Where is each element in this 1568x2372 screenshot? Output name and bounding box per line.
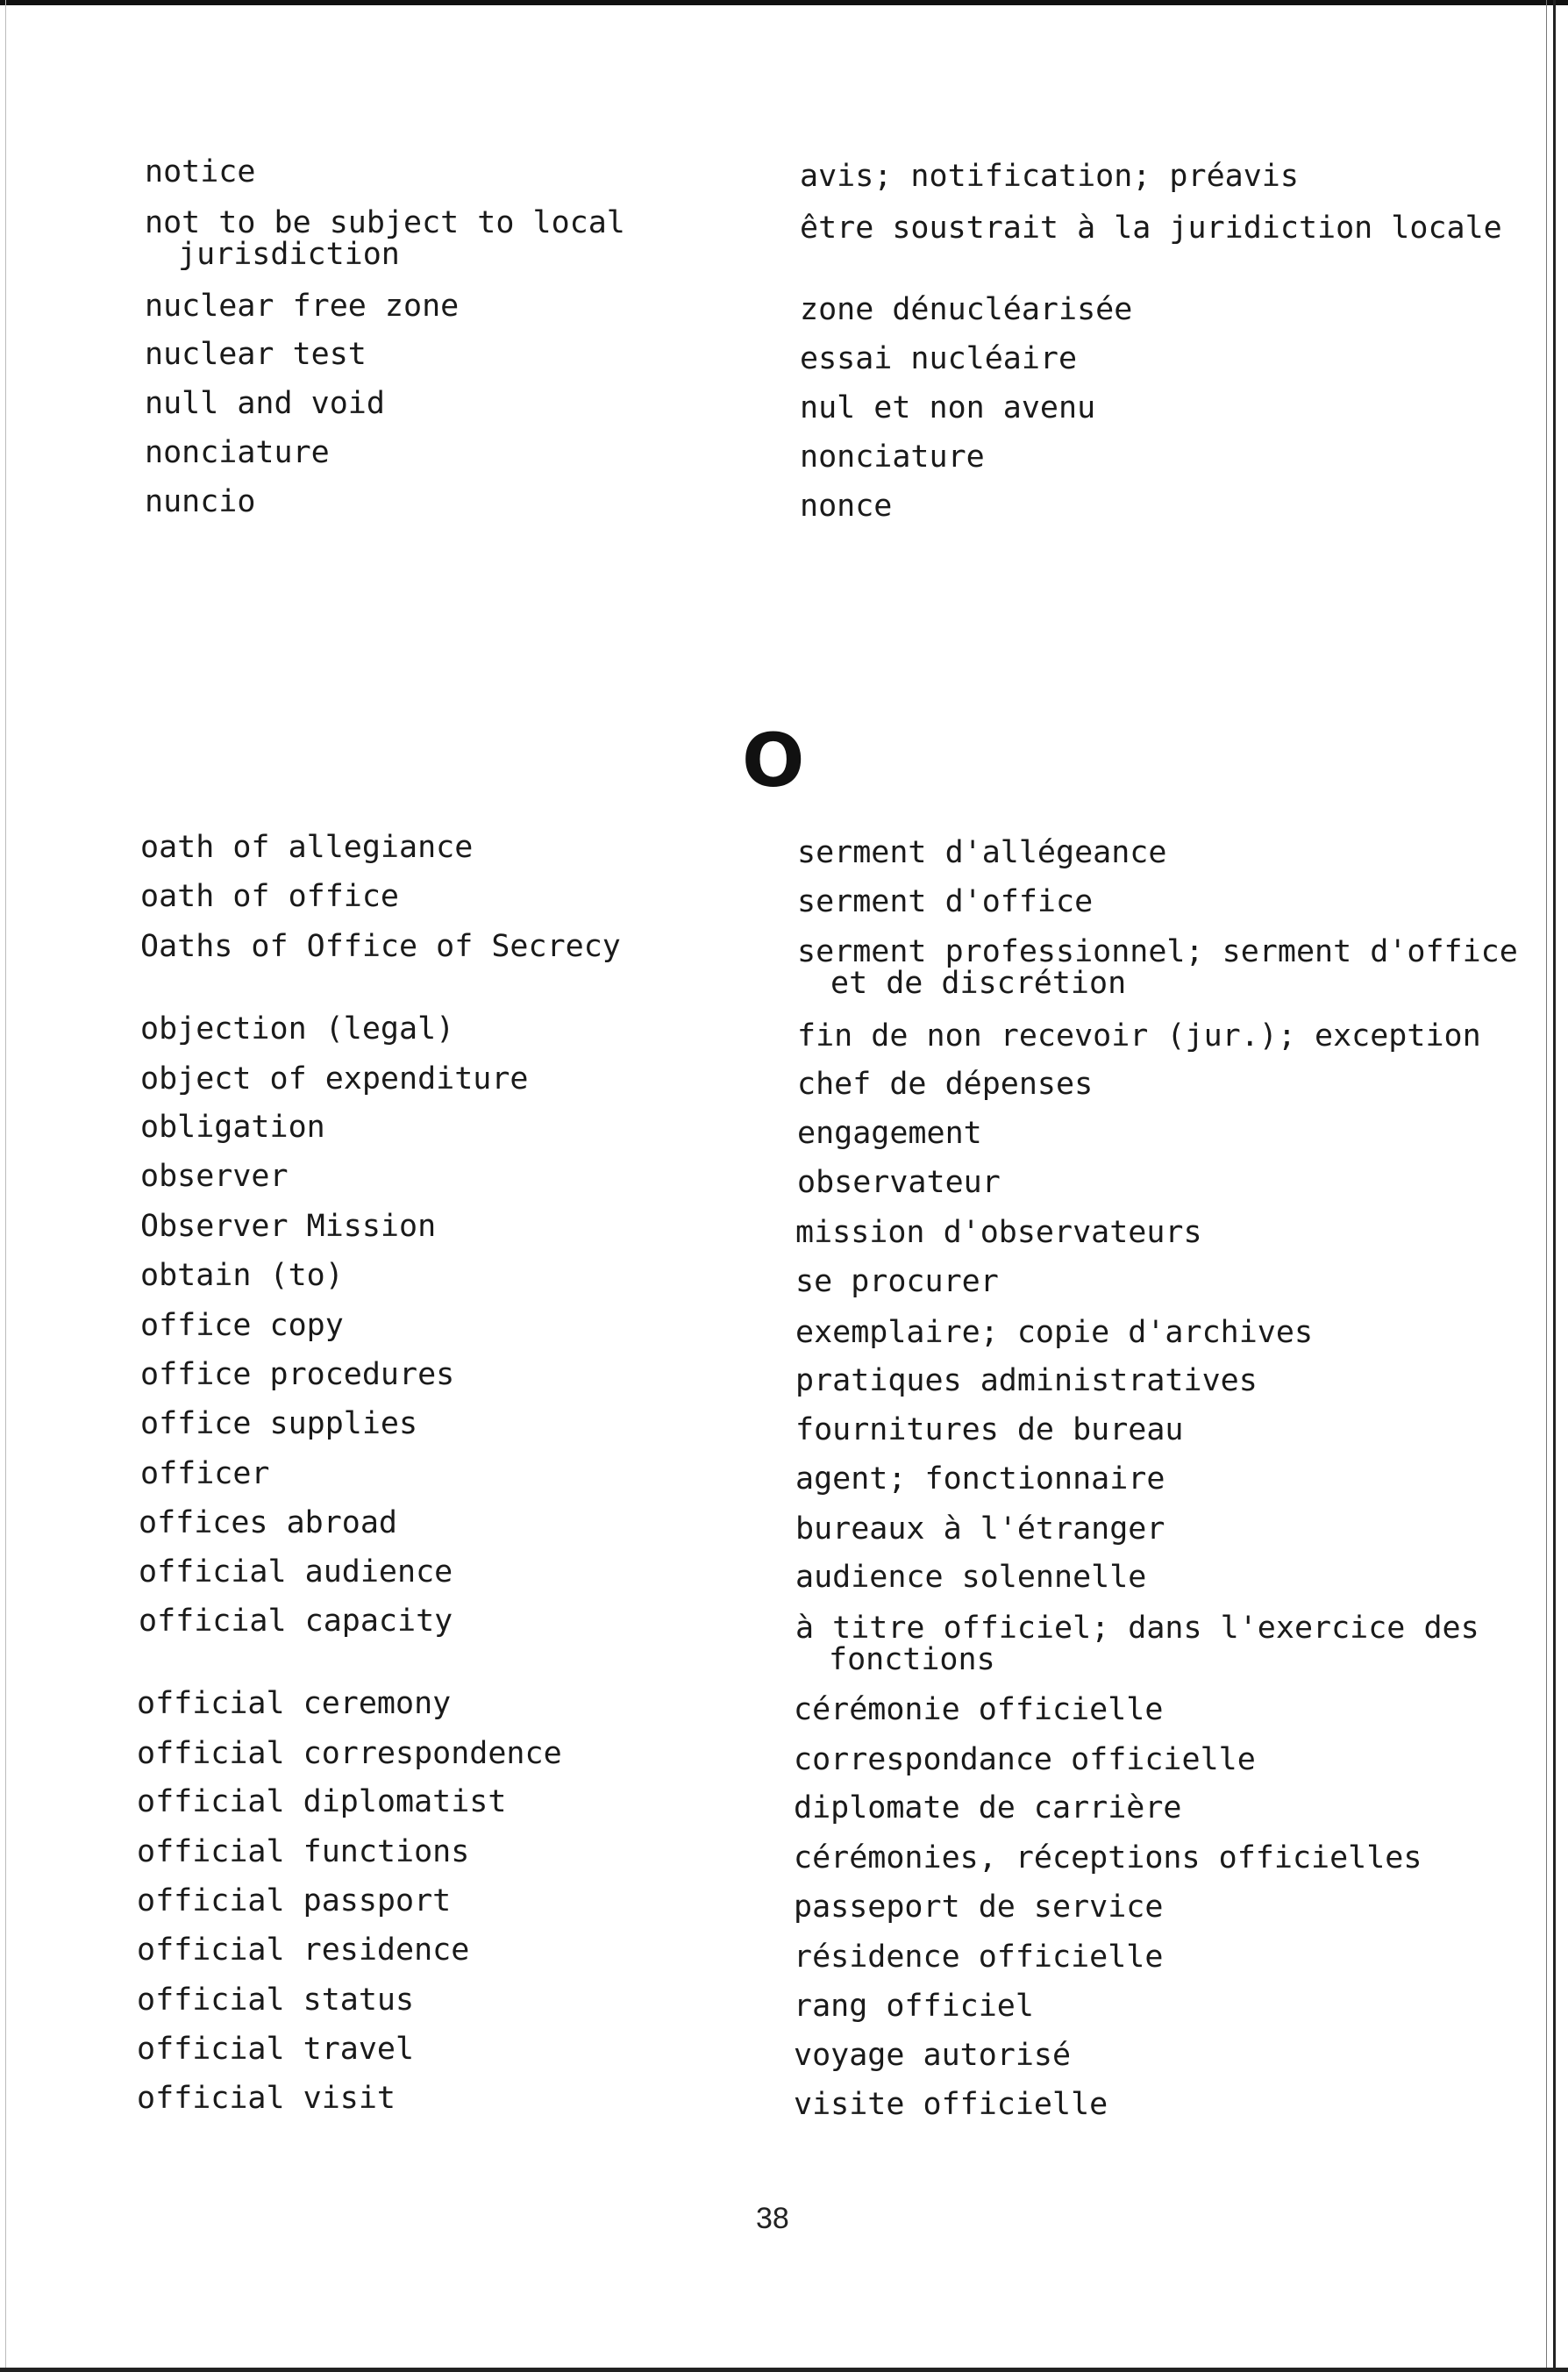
term-fr-continuation: fonctions [829,1642,995,1677]
term-en: official correspondence [137,1736,562,1771]
term-en: officer [140,1456,270,1491]
term-fr: agent; fonctionnaire [795,1461,1165,1497]
term-en: official visit [137,2081,396,2116]
term-fr: nul et non avenu [800,390,1096,425]
term-en: obligation [140,1110,325,1145]
term-en: oath of allegiance [140,830,474,865]
term-en: nonciature [145,435,330,470]
term-fr: exemplaire; copie d'archives [795,1315,1314,1350]
term-en: oath of office [140,879,400,914]
term-fr: audience solennelle [795,1560,1147,1595]
term-fr: essai nucléaire [800,341,1078,376]
section-letter-heading: O [742,718,805,804]
term-en: official passport [137,1883,452,1918]
term-fr: nonce [800,489,893,524]
term-en: object of expenditure [140,1061,529,1097]
term-en: official ceremony [137,1686,452,1721]
term-en: Observer Mission [140,1209,437,1244]
term-fr: correspondance officielle [794,1742,1256,1777]
term-en: official residence [137,1933,470,1968]
term-en: observer [140,1159,289,1194]
term-en: nuclear test [145,337,367,372]
term-fr: observateur [797,1165,1001,1200]
term-en: Oaths of Office of Secrecy [140,929,621,964]
term-en: official status [137,1983,415,2018]
term-en: official functions [137,1834,470,1869]
term-fr: visite officielle [794,2087,1108,2122]
term-fr: zone dénucléarisée [800,292,1133,327]
term-fr: pratiques administratives [795,1363,1258,1398]
term-en: notice [145,154,256,189]
term-en: offices abroad [139,1505,398,1540]
term-fr: serment d'allégeance [797,835,1167,870]
term-fr: chef de dépenses [797,1067,1094,1102]
term-en: obtain (to) [140,1258,344,1293]
term-en: official capacity [139,1604,453,1639]
term-fr [795,1612,1497,1675]
term-fr: passeport de service [794,1890,1164,1925]
term-en: official audience [139,1554,453,1590]
term-en: nuclear free zone [145,289,460,324]
term-fr: résidence officielle [794,1940,1164,1975]
term-fr-line: à titre officiel; dans l'exercice des [795,1611,1479,1646]
term-en-line: not to be subject to local [145,205,625,240]
term-fr: mission d'observateurs [795,1215,1202,1250]
term-fr: voyage autorisé [794,2038,1072,2073]
term-fr: fournitures de bureau [795,1412,1184,1447]
term-fr: cérémonie officielle [794,1692,1164,1727]
term-en: office procedures [140,1357,455,1392]
term-en: office copy [140,1308,344,1343]
term-fr: rang officiel [794,1989,1034,2024]
term-fr: cérémonies, réceptions officielles [794,1840,1422,1875]
term-en: office supplies [140,1406,418,1441]
term-fr: fin de non recevoir (jur.); exception [797,1018,1481,1054]
page-number: 38 [756,2202,789,2235]
term-en: null and void [145,386,385,421]
term-fr: avis; notification; préavis [800,159,1299,194]
term-en-continuation: jurisdiction [178,237,400,272]
term-fr: nonciature [800,439,985,475]
term-fr: être soustrait à la juridiction locale [800,211,1502,246]
term-fr: bureaux à l'étranger [795,1511,1165,1547]
term-fr [797,934,1518,1001]
term-fr: diplomate de carrière [794,1790,1182,1825]
term-fr-continuation: et de discrétion [830,966,1127,1001]
term-en [145,207,776,270]
term-fr: se procurer [795,1264,999,1299]
term-en: nuncio [145,484,256,519]
term-fr: engagement [797,1116,982,1151]
term-fr-line: serment professionnel; serment d'office [797,934,1518,969]
term-en: official diplomatist [137,1784,507,1819]
term-fr: serment d'office [797,884,1094,919]
term-en: objection (legal) [140,1011,455,1047]
term-en: official travel [137,2032,415,2067]
